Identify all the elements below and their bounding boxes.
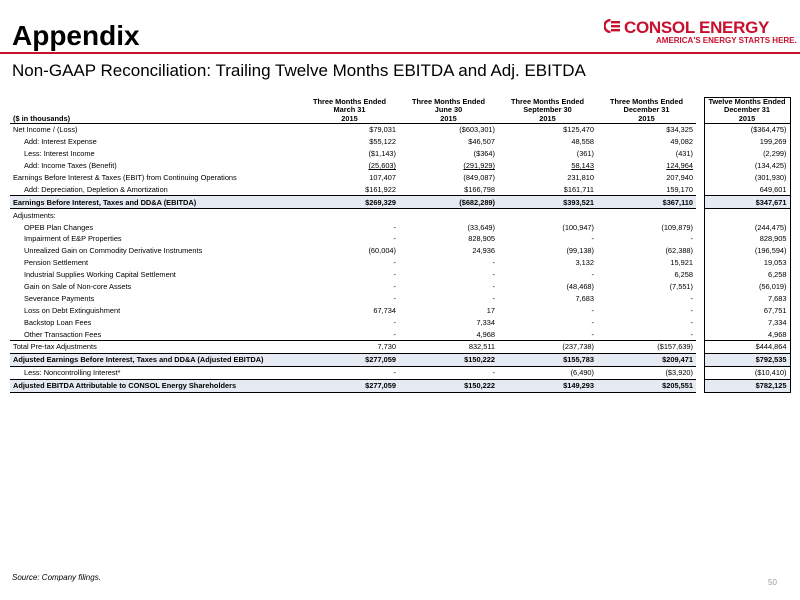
- cell-value: (99,138): [566, 246, 594, 256]
- cell-value: -: [492, 282, 495, 292]
- cell-value: -: [492, 258, 495, 268]
- cell-value: 828,905: [704, 233, 790, 245]
- table-row: [10, 221, 790, 233]
- cell-value: [597, 209, 696, 221]
- row-label: Impairment of E&P Properties: [24, 234, 122, 244]
- page-subtitle: Non-GAAP Reconciliation: Trailing Twelve Months EBITDA and Adj. EBITDA: [12, 61, 586, 80]
- cell-value: -: [393, 368, 396, 378]
- cell-value: $166,798: [399, 183, 498, 195]
- cell-value: 49,082: [670, 137, 693, 147]
- cell-value: 7,730: [377, 342, 396, 352]
- column-year: 2015: [300, 114, 399, 124]
- row-label: Adjusted EBITDA Attributable to CONSOL Energy Shareholders: [10, 379, 300, 392]
- column-header: September 30: [523, 105, 572, 114]
- cell-value: $782,125: [704, 379, 790, 392]
- row-label: Less: Noncontrolling Interest*: [24, 368, 121, 378]
- cell-value: $277,059: [300, 379, 399, 392]
- column-header: Twelve Months Ended: [704, 98, 790, 107]
- cell-value: 7,683: [704, 292, 790, 304]
- cell-value: 6,258: [704, 269, 790, 281]
- cell-value: $209,471: [597, 353, 696, 366]
- cell-value: $79,031: [369, 125, 396, 135]
- table-row: [10, 136, 790, 148]
- cell-value: (301,930): [704, 172, 790, 184]
- row-label: Add: Depreciation, Depletion & Amortization: [10, 183, 300, 195]
- cell-value: 24,936: [472, 246, 495, 256]
- row-label: Earnings Before Interest, Taxes and DD&A (EBITDA): [10, 196, 300, 209]
- cell-value: 207,940: [666, 173, 693, 182]
- cell-value: ($157,639): [657, 342, 693, 352]
- cell-value: 107,407: [369, 173, 396, 182]
- cell-value: 649,601: [704, 183, 790, 195]
- column-year: 2015: [399, 114, 498, 124]
- cell-value: $444,864: [704, 341, 790, 354]
- page-number: 50: [768, 578, 777, 587]
- cell-value: -: [597, 328, 696, 340]
- table-row: [10, 233, 790, 245]
- cell-value: -: [492, 293, 495, 303]
- logo-tagline: AMERICA'S ENERGY STARTS HERE.: [656, 36, 797, 45]
- table-row: [10, 328, 790, 340]
- cell-value: -: [492, 270, 495, 280]
- column-header: December 31: [704, 106, 790, 114]
- cell-value: (431): [675, 149, 693, 159]
- row-label: Less: Interest Income: [24, 149, 95, 159]
- cell-value: 199,269: [704, 136, 790, 148]
- column-year: 2015: [704, 114, 790, 124]
- column-year: 2015: [597, 114, 696, 124]
- table-row: [10, 172, 790, 184]
- cell-value: 15,921: [670, 258, 693, 268]
- cell-value: [300, 209, 399, 221]
- row-label: Add: Interest Expense: [24, 137, 97, 147]
- row-label: Industrial Supplies Working Capital Settlement: [24, 270, 176, 280]
- table-row: [10, 316, 790, 328]
- cell-value: 4,968: [704, 328, 790, 340]
- cell-value: (33,649): [467, 222, 495, 232]
- row-label: Severance Payments: [24, 293, 95, 303]
- row-label: Total Pre-tax Adjustments: [13, 342, 97, 352]
- cell-value: -: [393, 258, 396, 268]
- cell-value: 231,810: [567, 173, 594, 182]
- cell-value: -: [690, 234, 693, 244]
- cell-value: ($603,301): [459, 125, 495, 135]
- cell-value: -: [393, 270, 396, 280]
- cell-value: $393,521: [498, 196, 597, 209]
- cell-value: -: [300, 328, 399, 340]
- column-year: 2015: [498, 114, 597, 124]
- table-row: [10, 281, 790, 293]
- cell-value: (25,603): [368, 161, 396, 171]
- cell-value: $347,671: [704, 196, 790, 209]
- cell-value: $367,110: [597, 196, 696, 209]
- column-header: Three Months Ended: [510, 97, 585, 106]
- cell-value: -: [591, 317, 594, 327]
- cell-value: (2,299): [704, 148, 790, 160]
- cell-value: $155,783: [498, 353, 597, 366]
- cell-value: 7,334: [476, 317, 495, 327]
- cell-value: 828,905: [468, 234, 495, 244]
- cell-value: $34,325: [666, 125, 693, 135]
- cell-value: $792,535: [704, 353, 790, 366]
- cell-value: ($10,410): [704, 366, 790, 379]
- cell-value: $205,551: [597, 379, 696, 392]
- row-label: Pension Settlement: [24, 258, 89, 268]
- cell-value: ($682,289): [399, 196, 498, 209]
- cell-value: $55,122: [369, 137, 396, 147]
- cell-value: [399, 209, 498, 221]
- cell-value: 7,683: [575, 293, 594, 303]
- row-label: Earnings Before Interest & Taxes (EBIT) from Continuing Operations: [13, 173, 237, 182]
- table-row: [10, 183, 790, 195]
- cell-value: (134,425): [704, 160, 790, 172]
- cell-value: 19,053: [704, 257, 790, 269]
- cell-value: $46,507: [468, 137, 495, 147]
- table-row: [10, 379, 790, 392]
- cell-value: -: [393, 317, 396, 327]
- row-label: Add: Income Taxes (Benefit): [24, 161, 117, 171]
- cell-value: (7,551): [669, 282, 693, 292]
- row-label: Gain on Sale of Non-core Assets: [24, 282, 132, 292]
- cell-value: -: [591, 234, 594, 244]
- cell-value: 6,258: [674, 270, 693, 280]
- cell-value: $125,470: [563, 125, 594, 135]
- page-title: Appendix: [12, 20, 140, 51]
- cell-value: 58,143: [571, 161, 594, 171]
- cell-value: $150,222: [399, 379, 498, 392]
- table-row: [10, 209, 790, 221]
- cell-value: 3,132: [575, 258, 594, 268]
- row-label: Unrealized Gain on Commodity Derivative Instruments: [24, 246, 203, 256]
- table-row: [10, 196, 790, 209]
- cell-value: 7,334: [704, 316, 790, 328]
- column-header: March 31: [333, 105, 366, 114]
- cell-value: $269,329: [300, 196, 399, 209]
- table-row: [10, 304, 790, 316]
- cell-value: -: [591, 305, 594, 315]
- cell-value: 67,751: [704, 304, 790, 316]
- cell-value: -: [591, 270, 594, 280]
- cell-value: (62,388): [665, 246, 693, 256]
- reconciliation-table: [10, 97, 790, 393]
- cell-value: 832,511: [468, 342, 495, 352]
- table-row: [10, 160, 790, 172]
- cell-value: (849,087): [463, 173, 495, 182]
- cell-value: (196,594): [704, 245, 790, 257]
- cell-value: (56,019): [704, 281, 790, 293]
- table-row: [10, 366, 790, 379]
- units-label: ($ in thousands): [10, 114, 300, 124]
- cell-value: -: [690, 317, 693, 327]
- cell-value: (109,879): [661, 222, 693, 232]
- row-label: Net Income / (Loss): [13, 125, 78, 135]
- source-note: Source: Company filings.: [12, 573, 101, 582]
- table-row: [10, 341, 790, 354]
- table-row: [10, 292, 790, 304]
- cell-value: [704, 209, 790, 221]
- column-header: Three Months Ended: [312, 97, 387, 106]
- table-row: [10, 148, 790, 160]
- cell-value: $161,922: [300, 183, 399, 195]
- cell-value: 48,558: [571, 137, 594, 147]
- consol-flag-icon: [604, 19, 620, 33]
- row-label: OPEB Plan Changes: [24, 222, 94, 232]
- cell-value: (237,738): [562, 342, 594, 352]
- column-header: June 30: [434, 105, 463, 114]
- cell-value: [498, 209, 597, 221]
- row-label: Loss on Debt Extinguishment: [24, 305, 121, 315]
- row-label: Other Transaction Fees: [10, 328, 300, 340]
- cell-value: (6,490): [570, 368, 594, 378]
- cell-value: (244,475): [704, 221, 790, 233]
- cell-value: -: [393, 293, 396, 303]
- cell-value: -: [393, 222, 396, 232]
- cell-value: $150,222: [399, 353, 498, 366]
- cell-value: 124,964: [666, 161, 693, 171]
- cell-value: ($364,475): [704, 124, 790, 136]
- cell-value: -: [393, 234, 396, 244]
- table-row: [10, 269, 790, 281]
- company-logo: [604, 18, 797, 48]
- logo-wordmark: CONSOL ENERGY: [624, 18, 770, 37]
- cell-value: -: [393, 282, 396, 292]
- header-divider: [0, 52, 800, 54]
- cell-value: $277,059: [300, 353, 399, 366]
- cell-value: $161,711: [498, 183, 597, 195]
- cell-value: -: [498, 328, 597, 340]
- cell-value: -: [492, 368, 495, 378]
- cell-value: ($3,920): [665, 368, 693, 378]
- cell-value: ($364): [473, 149, 495, 159]
- cell-value: 159,170: [597, 183, 696, 195]
- table-row: [10, 124, 790, 136]
- cell-value: (60,004): [368, 246, 396, 256]
- cell-value: 67,734: [373, 305, 396, 315]
- cell-value: -: [690, 293, 693, 303]
- column-header: Three Months Ended: [609, 97, 684, 106]
- table-row: [10, 245, 790, 257]
- cell-value: (291,929): [463, 161, 495, 171]
- cell-value: (48,468): [566, 282, 594, 292]
- cell-value: $149,293: [498, 379, 597, 392]
- cell-value: (361): [576, 149, 594, 159]
- cell-value: 17: [486, 305, 495, 315]
- table-row: [10, 353, 790, 366]
- column-header: Three Months Ended: [411, 97, 486, 106]
- row-label: Adjusted Earnings Before Interest, Taxes and DD&A (Adjusted EBITDA): [10, 353, 300, 366]
- table-row: [10, 257, 790, 269]
- cell-value: 4,968: [399, 328, 498, 340]
- column-header: December 31: [623, 105, 670, 114]
- cell-value: -: [690, 305, 693, 315]
- row-label: Adjustments:: [13, 210, 56, 220]
- row-label: Backstop Loan Fees: [24, 317, 92, 327]
- cell-value: ($1,143): [368, 149, 396, 159]
- cell-value: (100,947): [562, 222, 594, 232]
